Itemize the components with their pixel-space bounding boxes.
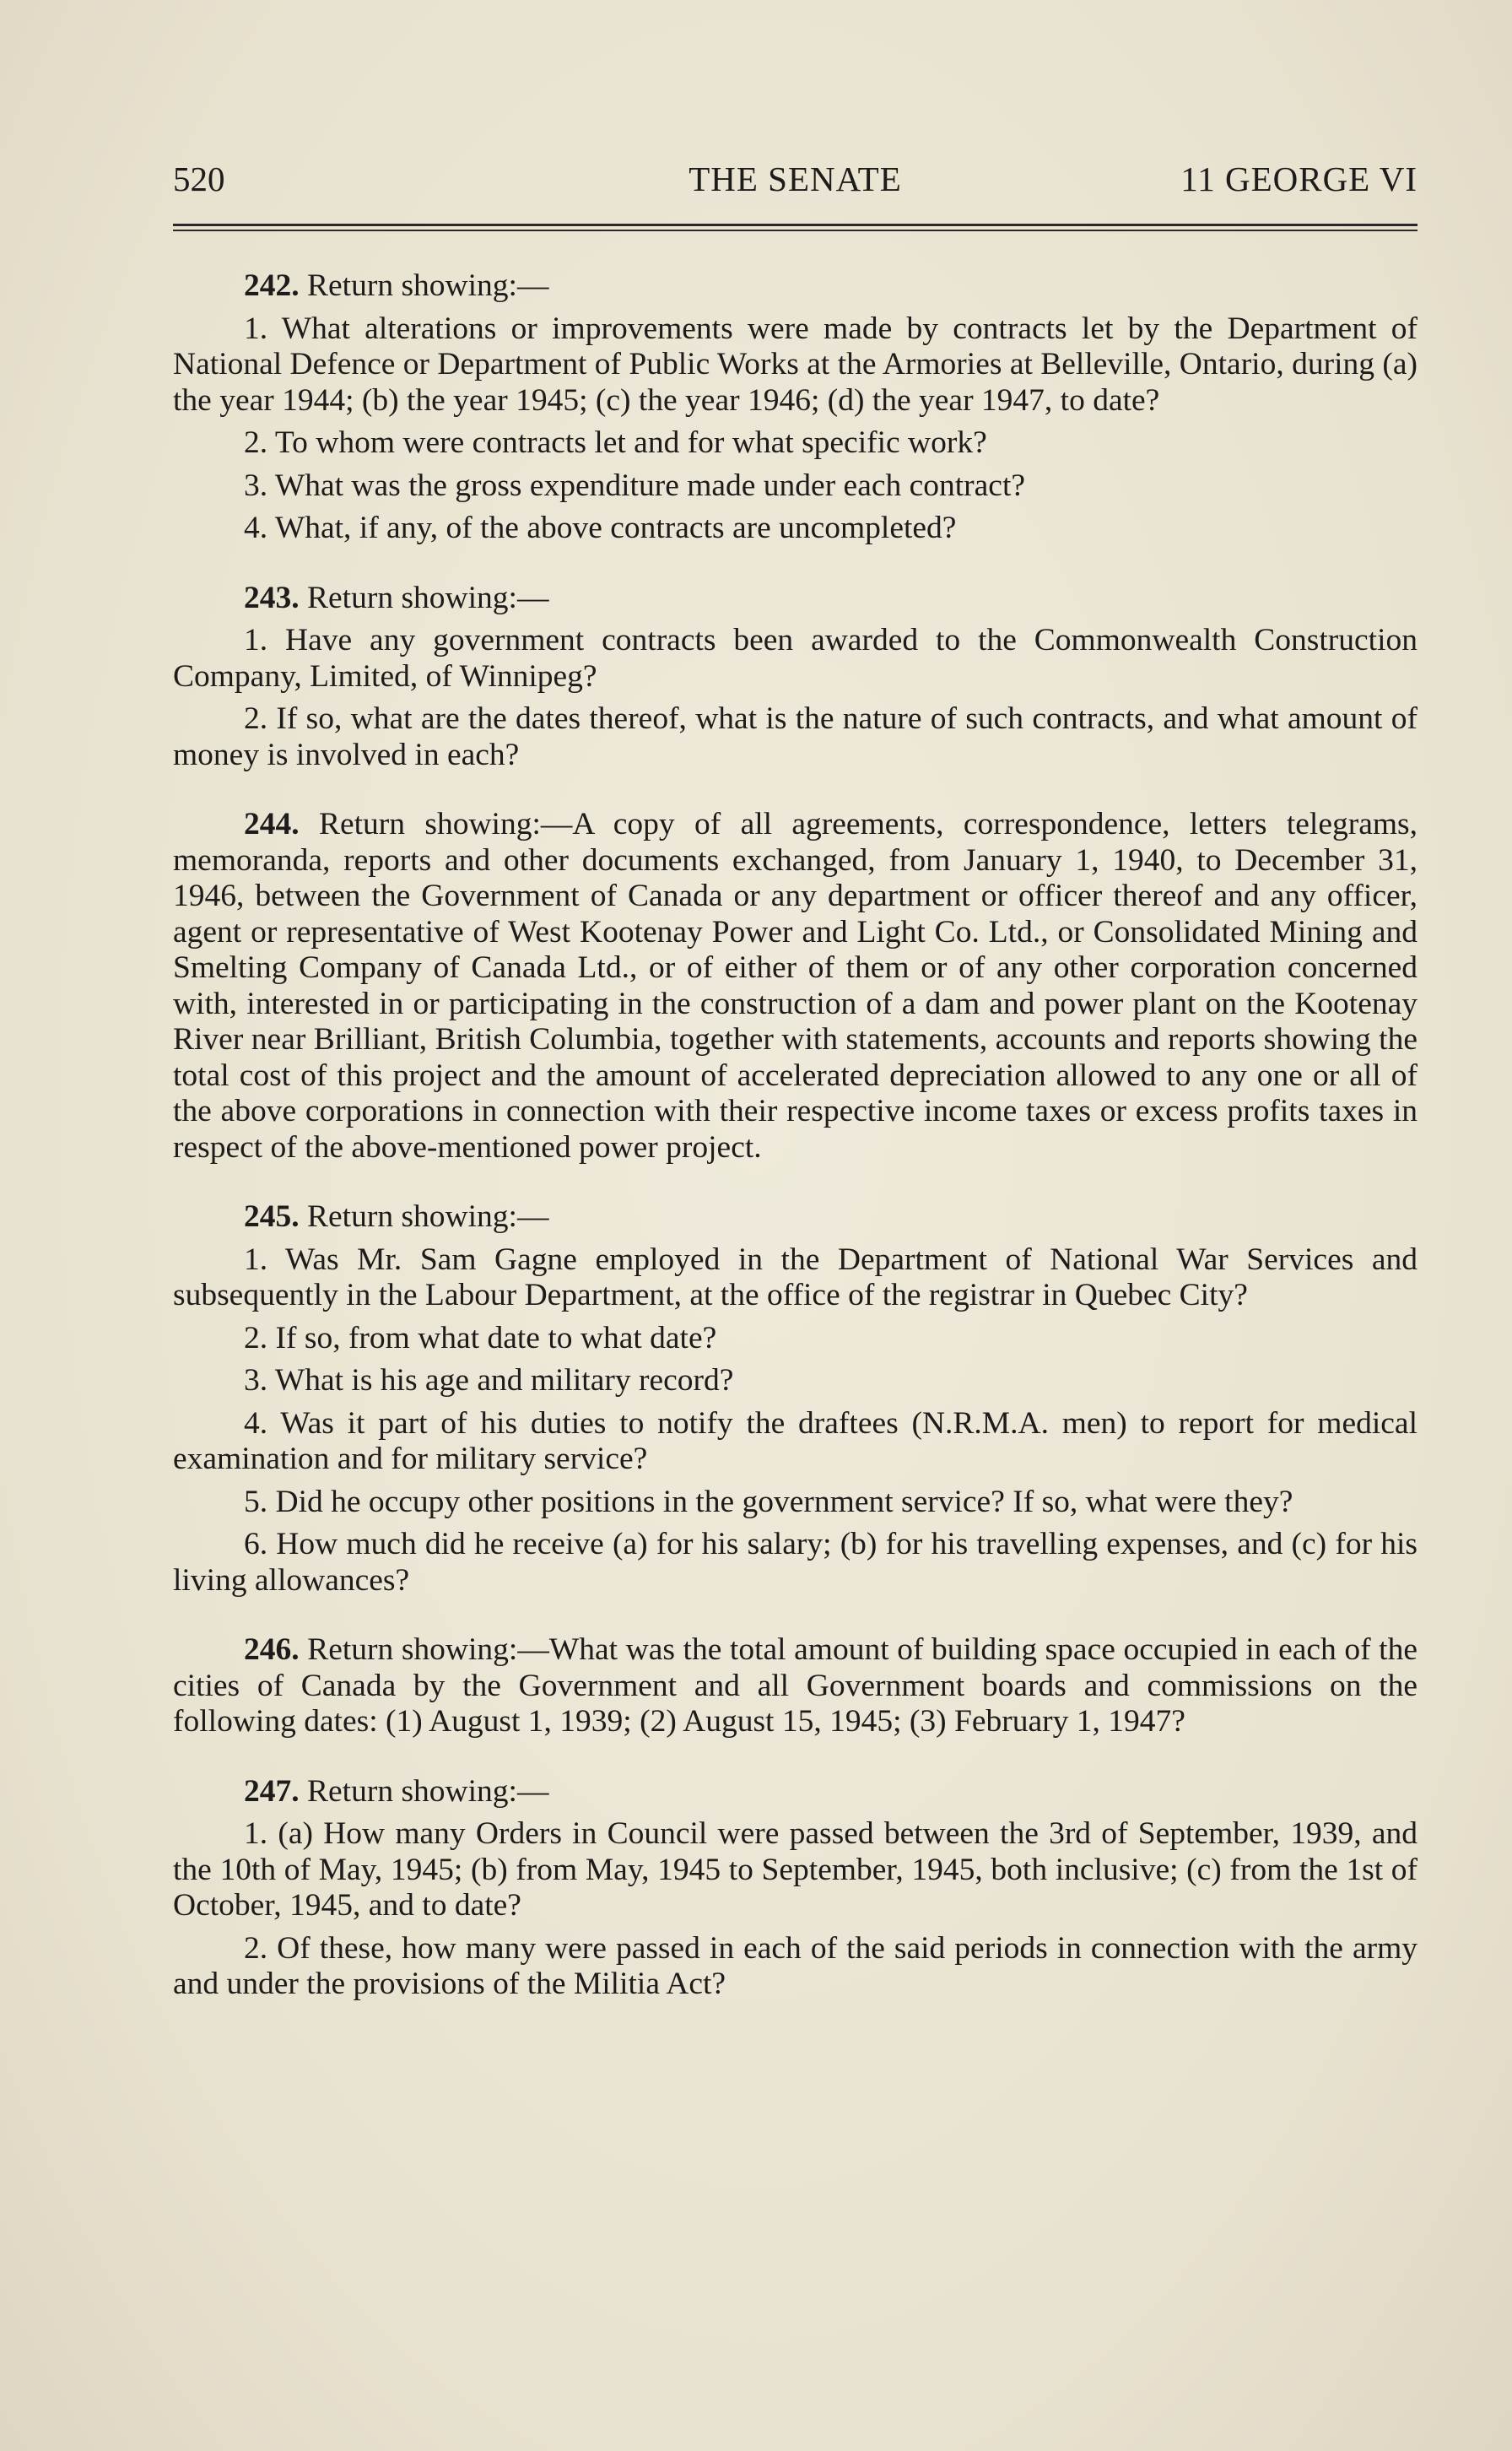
section-number: 243.: [244, 580, 300, 615]
question-item: 1. What alterations or improvements were made by contracts let by the Department of National Defence or Department of Public Works at the Armories at Belleville, Ontario, during (a) the year 1944; (b) the year 1945; (c) the year 1946; (d) the year 1947, to date?: [173, 311, 1418, 418]
section-243: [173, 581, 1418, 774]
page-header: [173, 154, 1418, 204]
question-item: 1. Was Mr. Sam Gagne employed in the Department of National War Services and subsequently in the Labour Department, at the office of the registrar in Quebec City?: [173, 1242, 1418, 1312]
heading-text: Return showing:—: [299, 1773, 549, 1809]
section-244: [173, 807, 1418, 1166]
section-number: 247.: [244, 1773, 300, 1809]
question-item: 2. Of these, how many were passed in each of the said periods in connection with the army and under the provisions of the Militia Act?: [173, 1930, 1418, 2001]
question-item: 6. How much did he receive (a) for his salary; (b) for his travelling expenses, and (c) for his living allowances?: [173, 1527, 1418, 1598]
section-heading: [173, 1199, 1418, 1236]
question-item: 1. (a) How many Orders in Council were passed between the 3rd of September, 1939, and the 10th of May, 1945; (b) from May, 1945 to September, 1945, both inclusive; (c) from the 1st of October, 1945, and to date?: [173, 1816, 1418, 1923]
question-item: 5. Did he occupy other positions in the government service? If so, what were they?: [244, 1484, 1293, 1519]
heading-text: Return showing:—A copy of all agreements, correspondence, letters telegrams, memoranda, reports and other documents exchanged, from January 1, 1940, to December 31, 1946, between the Government of Canada or any department or officer thereof and any officer, agent or representative of West Kootenay Power and Light Co. Ltd., or Consolidated Mining and Smelting Company of Canada Ltd., or of either of them or of any other corporation concerned with, interested in or participating in the construction of a dam and power plant on the Kootenay River near Brilliant, British Columbia, together with statements, accounts and reports showing the total cost of this project and the amount of accelerated depreciation allowed to any one or all of the above corporations in connection with their respective income taxes or excess profits taxes in respect of the above-mentioned power project.: [173, 807, 1418, 1165]
section-heading: [173, 807, 1418, 1166]
heading-text: Return showing:—: [299, 268, 549, 303]
section-number: 242.: [244, 268, 300, 303]
question-item: 3. What was the gross expenditure made under each contract?: [244, 468, 1026, 503]
heading-text: Return showing:—: [299, 580, 549, 615]
page-number: 520: [173, 160, 225, 198]
section-246: [173, 1632, 1418, 1740]
question-item: 1. Have any government contracts been awarded to the Commonwealth Construction Company, Limited, of Winnipeg?: [173, 623, 1418, 694]
header-rule-thick: [173, 224, 1418, 226]
heading-text: Return showing:—What was the total amount of building space occupied in each of the cities of Canada by the Government and all Government boards and commissions on the following dates: (1) August 1, 1939; (2) August 15, 1945; (3) February 1, 1947?: [173, 1632, 1418, 1739]
question-item: 2. To whom were contracts let and for what specific work?: [244, 425, 987, 460]
question-item: 2. If so, what are the dates thereof, what is the nature of such contracts, and what amount of money is involved in each?: [173, 701, 1418, 772]
header-rule-thin: [173, 230, 1418, 231]
section-heading: [173, 581, 1418, 617]
section-heading: [173, 268, 1418, 305]
section-heading: [173, 1774, 1418, 1810]
question-item: 2. If so, from what date to what date?: [244, 1320, 717, 1355]
section-number: 246.: [244, 1632, 300, 1667]
section-heading: [173, 1632, 1418, 1740]
section-245: [173, 1199, 1418, 1599]
section-number: 244.: [244, 807, 300, 841]
document-body: [173, 268, 1418, 2037]
heading-text: Return showing:—: [299, 1199, 549, 1234]
question-item: 3. What is his age and military record?: [244, 1363, 734, 1398]
section-242: [173, 268, 1418, 547]
question-item: 4. Was it part of his duties to notify the draftees (N.R.M.A. men) to report for medical examination and for military service?: [173, 1405, 1418, 1476]
running-title: THE SENATE: [688, 160, 902, 198]
section-number: 245.: [244, 1199, 300, 1234]
question-item: 4. What, if any, of the above contracts are uncompleted?: [244, 511, 957, 545]
section-247: [173, 1774, 1418, 2003]
regnal-year: 11 GEORGE VI: [1180, 160, 1418, 198]
